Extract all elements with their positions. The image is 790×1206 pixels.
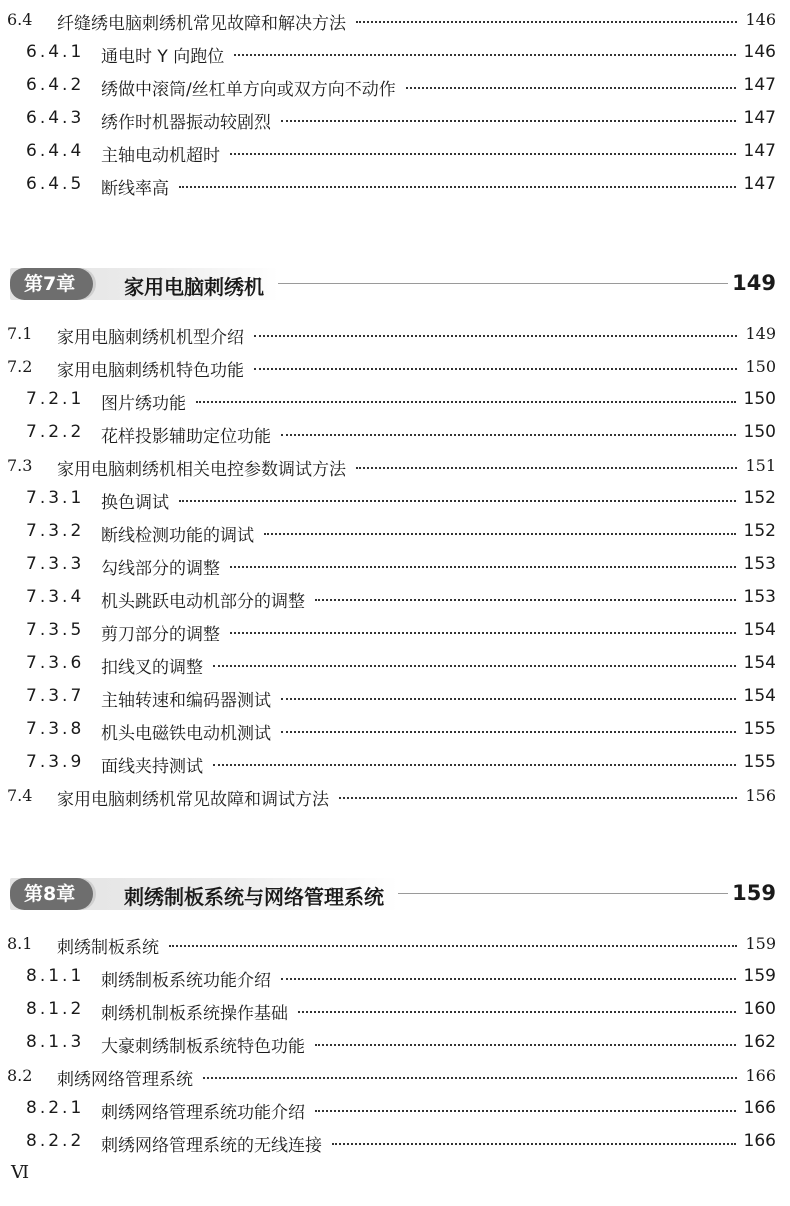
toc-entry-page: 166 xyxy=(745,1066,776,1085)
toc-entry[interactable] xyxy=(0,138,790,168)
toc-entry[interactable] xyxy=(0,419,790,449)
toc-entry-number: 6.4.3 xyxy=(26,108,85,128)
toc-entry-page: 154 xyxy=(743,620,776,640)
toc-entry-page: 147 xyxy=(743,141,776,161)
toc-entry-number: 7.4 xyxy=(7,786,33,805)
toc-entry-title: 图片绣功能 xyxy=(101,394,186,414)
toc-entry-title: 刺绣机制板系统操作基础 xyxy=(101,1004,288,1024)
toc-entry-title: 断线率高 xyxy=(101,179,169,199)
toc-entry-title: 家用电脑刺绣机常见故障和调试方法 xyxy=(57,790,329,810)
toc-entry-page: 147 xyxy=(743,108,776,128)
toc-entry[interactable] xyxy=(0,1062,790,1092)
chapter-page: 149 xyxy=(732,271,776,295)
toc-entry[interactable] xyxy=(0,551,790,581)
dot-leader xyxy=(339,797,737,799)
toc-entry-title: 勾线部分的调整 xyxy=(101,559,220,579)
toc-entry-page: 159 xyxy=(743,966,776,986)
toc-entry-page: 160 xyxy=(743,999,776,1019)
toc-entry[interactable] xyxy=(0,320,790,350)
toc-entry-number: 8.1.2 xyxy=(26,999,85,1019)
dot-leader xyxy=(213,764,736,766)
toc-entry-page: 154 xyxy=(743,686,776,706)
toc-entry-title: 刺绣网络管理系统功能介绍 xyxy=(101,1103,305,1123)
toc-entry-page: 159 xyxy=(745,934,776,953)
toc-entry-number: 7.3.4 xyxy=(26,587,85,607)
toc-entry[interactable] xyxy=(0,996,790,1026)
dot-leader xyxy=(281,120,736,122)
toc-entry-title: 扣线叉的调整 xyxy=(101,658,203,678)
toc-entry-number: 7.3 xyxy=(7,456,33,475)
toc-entry-page: 147 xyxy=(743,75,776,95)
toc-entry[interactable] xyxy=(0,683,790,713)
dot-leader xyxy=(356,467,737,469)
dot-leader xyxy=(230,632,736,634)
toc-entry-title: 剪刀部分的调整 xyxy=(101,625,220,645)
toc-entry-number: 8.1.3 xyxy=(26,1032,85,1052)
toc-entry-number: 7.3.3 xyxy=(26,554,85,574)
chapter-badge: 第7章 xyxy=(10,268,93,300)
dot-leader xyxy=(234,54,735,56)
toc-entry-title: 绣做中滚筒/丝杠单方向或双方向不动作 xyxy=(101,80,396,100)
dot-leader xyxy=(254,335,737,337)
dot-leader xyxy=(230,153,736,155)
toc-entry[interactable] xyxy=(0,749,790,779)
toc-entry-number: 7.2.1 xyxy=(26,389,85,409)
toc-entry-page: 154 xyxy=(743,653,776,673)
toc-entry-page: 166 xyxy=(743,1131,776,1151)
toc-entry-number: 7.3.7 xyxy=(26,686,85,706)
toc-entry-number: 8.2.2 xyxy=(26,1131,85,1151)
dot-leader xyxy=(169,945,737,947)
toc-entry[interactable] xyxy=(0,452,790,482)
chapter-rule xyxy=(398,893,728,894)
toc-entry-number: 8.1.1 xyxy=(26,966,85,986)
toc-entry-title: 家用电脑刺绣机相关电控参数调试方法 xyxy=(57,460,346,480)
page-folio: Ⅵ xyxy=(11,1162,30,1183)
toc-entry[interactable] xyxy=(0,386,790,416)
toc-entry-number: 6.4.2 xyxy=(26,75,85,95)
dot-leader xyxy=(230,566,736,568)
toc-entry[interactable] xyxy=(0,716,790,746)
toc-entry-title: 刺绣制板系统功能介绍 xyxy=(101,971,271,991)
toc-entry[interactable] xyxy=(0,584,790,614)
dot-leader xyxy=(298,1011,736,1013)
dot-leader xyxy=(281,434,736,436)
toc-entry-title: 机头跳跃电动机部分的调整 xyxy=(101,592,305,612)
toc-entry-number: 7.3.1 xyxy=(26,488,85,508)
toc-entry[interactable] xyxy=(0,485,790,515)
toc-entry-number: 7.3.8 xyxy=(26,719,85,739)
toc-entry[interactable] xyxy=(0,518,790,548)
dot-leader xyxy=(281,731,736,733)
toc-entry[interactable] xyxy=(0,1128,790,1158)
toc-entry-page: 146 xyxy=(743,42,776,62)
toc-entry-title: 花样投影辅助定位功能 xyxy=(101,427,271,447)
dot-leader xyxy=(203,1077,737,1079)
toc-entry-number: 8.1 xyxy=(7,934,33,953)
toc-entry[interactable] xyxy=(0,617,790,647)
dot-leader xyxy=(213,665,736,667)
toc-entry[interactable] xyxy=(0,353,790,383)
chapter-rule xyxy=(278,283,728,284)
toc-entry-title: 大豪刺绣制板系统特色功能 xyxy=(101,1037,305,1057)
toc-entry[interactable] xyxy=(0,963,790,993)
toc-entry-number: 8.2 xyxy=(7,1066,33,1085)
toc-entry-title: 纤缝绣电脑刺绣机常见故障和解决方法 xyxy=(57,14,346,34)
toc-entry-number: 7.1 xyxy=(7,324,33,343)
toc-entry-page: 153 xyxy=(743,554,776,574)
toc-entry-page: 166 xyxy=(743,1098,776,1118)
toc-entry-page: 156 xyxy=(745,786,776,805)
toc-entry-number: 6.4.5 xyxy=(26,174,85,194)
toc-entry-number: 7.2.2 xyxy=(26,422,85,442)
toc-entry-page: 152 xyxy=(743,488,776,508)
dot-leader xyxy=(196,401,736,403)
toc-entry-page: 147 xyxy=(743,174,776,194)
toc-entry[interactable] xyxy=(0,105,790,135)
toc-entry-number: 6.4.1 xyxy=(26,42,85,62)
toc-entry-number: 7.3.6 xyxy=(26,653,85,673)
toc-entry-number: 6.4.4 xyxy=(26,141,85,161)
toc-entry[interactable] xyxy=(0,72,790,102)
toc-entry[interactable] xyxy=(0,39,790,69)
toc-entry-page: 153 xyxy=(743,587,776,607)
dot-leader xyxy=(315,599,736,601)
dot-leader xyxy=(332,1143,736,1145)
toc-entry-page: 150 xyxy=(743,422,776,442)
toc-entry-title: 刺绣网络管理系统 xyxy=(57,1070,193,1090)
dot-leader xyxy=(315,1044,736,1046)
toc-entry-page: 152 xyxy=(743,521,776,541)
toc-entry-title: 换色调试 xyxy=(101,493,169,513)
toc-entry[interactable] xyxy=(0,6,790,36)
toc-entry-page: 162 xyxy=(743,1032,776,1052)
toc-entry-page: 150 xyxy=(745,357,776,376)
dot-leader xyxy=(281,698,736,700)
toc-entry-number: 7.3.9 xyxy=(26,752,85,772)
toc-entry-title: 断线检测功能的调试 xyxy=(101,526,254,546)
chapter-badge: 第8章 xyxy=(10,878,93,910)
toc-entry[interactable] xyxy=(0,782,790,812)
toc-entry-page: 151 xyxy=(745,456,776,475)
toc-entry-title: 绣作时机器振动较剧烈 xyxy=(101,113,271,133)
toc-entry-number: 8.2.1 xyxy=(26,1098,85,1118)
dot-leader xyxy=(406,87,736,89)
toc-entry-title: 家用电脑刺绣机特色功能 xyxy=(57,361,244,381)
toc-entry[interactable] xyxy=(0,930,790,960)
toc-entry-title: 面线夹持测试 xyxy=(101,757,203,777)
dot-leader xyxy=(179,186,736,188)
toc-entry-page: 155 xyxy=(743,719,776,739)
toc-entry[interactable] xyxy=(0,1029,790,1059)
toc-entry-page: 150 xyxy=(743,389,776,409)
toc-entry[interactable] xyxy=(0,171,790,201)
chapter-page: 159 xyxy=(732,881,776,905)
toc-entry-number: 7.3.2 xyxy=(26,521,85,541)
toc-entry-title: 机头电磁铁电动机测试 xyxy=(101,724,271,744)
dot-leader xyxy=(179,500,736,502)
toc-entry-title: 刺绣制板系统 xyxy=(57,938,159,958)
dot-leader xyxy=(356,21,737,23)
chapter-title: 刺绣制板系统与网络管理系统 xyxy=(124,885,384,909)
toc-entry-page: 146 xyxy=(745,10,776,29)
dot-leader xyxy=(315,1110,736,1112)
dot-leader xyxy=(281,978,736,980)
toc-entry-title: 通电时 Y 向跑位 xyxy=(101,47,225,67)
toc-entry-title: 主轴电动机超时 xyxy=(101,146,220,166)
toc-entry-number: 7.3.5 xyxy=(26,620,85,640)
toc-entry-title: 主轴转速和编码器测试 xyxy=(101,691,271,711)
chapter-title: 家用电脑刺绣机 xyxy=(124,275,264,299)
toc-entry-number: 7.2 xyxy=(7,357,33,376)
chapter-heading-8[interactable] xyxy=(0,876,790,916)
toc-entry-page: 149 xyxy=(745,324,776,343)
toc-entry-page: 155 xyxy=(743,752,776,772)
toc-entry[interactable] xyxy=(0,1095,790,1125)
dot-leader xyxy=(254,368,737,370)
toc-entry[interactable] xyxy=(0,650,790,680)
toc-entry-number: 6.4 xyxy=(7,10,33,29)
chapter-heading-7[interactable] xyxy=(0,266,790,306)
toc-entry-title: 家用电脑刺绣机机型介绍 xyxy=(57,328,244,348)
toc-entry-title: 刺绣网络管理系统的无线连接 xyxy=(101,1136,322,1156)
dot-leader xyxy=(264,533,736,535)
